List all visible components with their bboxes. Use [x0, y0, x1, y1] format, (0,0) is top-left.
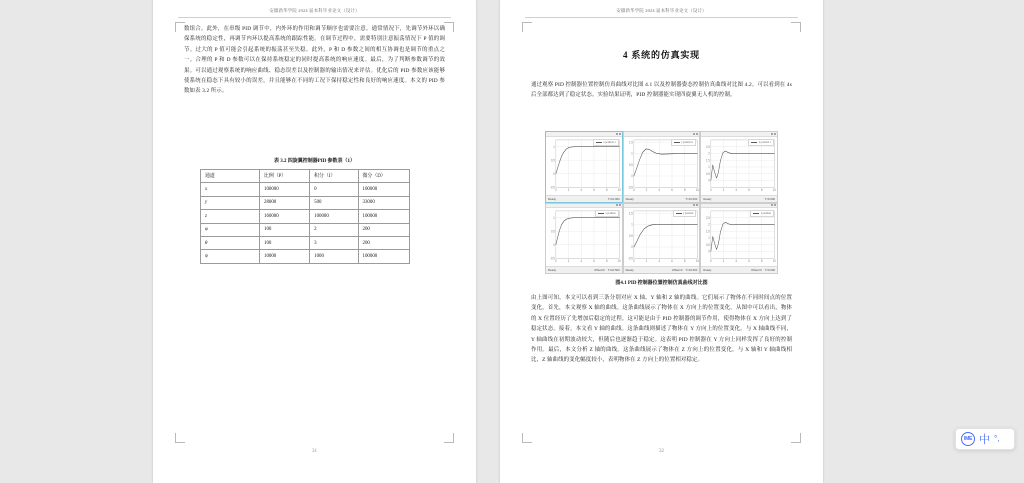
table-cell: 3 [310, 236, 358, 249]
svg-text:0: 0 [710, 187, 712, 192]
svg-text:8: 8 [605, 187, 608, 192]
svg-text:1: 1 [630, 222, 633, 227]
svg-text:1.5: 1.5 [706, 157, 711, 163]
scope-status-ready: Ready [625, 268, 634, 272]
crop-mark-top-right [444, 22, 454, 32]
table-cell: 10000 [260, 250, 310, 263]
table-header-cell: 微分（D） [358, 170, 409, 183]
toolbar-icon[interactable] [774, 133, 776, 135]
svg-text:2: 2 [645, 258, 647, 264]
svg-text:1: 1 [630, 150, 633, 156]
svg-text:4: 4 [658, 187, 660, 192]
table-cell: 2 [310, 223, 358, 236]
scope-status-values [672, 268, 698, 272]
scope-status-values [751, 268, 775, 272]
paragraph: 数组合。此外，在串级 PID 调节中，内外环的作用和调节顺序也需要注意。通常情况下，先调节外环以确保系统的稳定性，再调节内环以提高系统的跟踪性能。在调节过程中，需要特别注意振荡情况下 P 值的调节。过大的 P 值可能会引起系统的振荡甚至失稳。此外，P 和 D 参数之间的相互协调也是调节的重点之一。合理的 P 和 D 参数可以在保持系统稳定的同时提高系统的响应速度。最后，为了判断参数调节的效果。可以通过观察系统的响应曲线、稳态误差以及控制器的输出情况来评估。优化后的 PID 参数应该能够使系统在稳态下具有较小的误差，并且能够在不同的工况下保持稳定性和良好的响应速度。本文的 PID 参数如表 3.2 所示。 [184, 26, 445, 95]
svg-text:2.5: 2.5 [706, 215, 711, 220]
svg-text:8: 8 [761, 187, 763, 192]
scope-plot-area [546, 208, 622, 266]
table-cell: 100 [260, 236, 310, 249]
scope-plot-area [701, 208, 777, 266]
paragraph: 由上图可知，本文可以看到三条分别对应 X 轴、Y 轴和 Z 轴的曲线。它们展示了物体在不同时间点的位置变化。首先，本文观察 X 轴的曲线。这条曲线展示了物体在 X 方向上的位置变化。从图中可以看出，物体的 X 位置经历了先增加后稳定的过程。这可能是由于 PID 控制器的调节作用，使得物体在 X 方向上达到了稳定状态。接着，本文看 Y 轴的曲线。这条曲线则描述了物体在 Y 方向上的位置变化。与 X 轴曲线不同，Y 轴曲线在初期波动较大，但随后也逐渐趋于稳定。这表明 PID 控制器在 Y 方向上同样发挥了良好的控制作用。最后，本文分析 Z 轴的曲线。这条曲线展示了物体在 Z 方向上的位置变化。与 X 轴和 Y 轴曲线相比，Z 轴曲线的变化幅度较小，表明物体在 Z 方向上的位置相对稳定。 [531, 295, 792, 364]
scope-status-offset: Offset=0 [751, 268, 762, 272]
svg-text:0.5: 0.5 [706, 242, 711, 248]
simulink-scope[interactable] [623, 131, 701, 203]
svg-text:10: 10 [695, 187, 699, 192]
scope-status-offset: Offset=0 [671, 268, 683, 272]
scope-status-bar [624, 195, 700, 202]
toolbar-icon[interactable] [771, 204, 773, 206]
crop-mark-bottom-left [175, 433, 185, 443]
svg-text:6: 6 [593, 258, 595, 264]
scope-status-ready: Ready [703, 196, 712, 201]
svg-text:-0.5: -0.5 [550, 184, 555, 190]
crop-mark-bottom-right [791, 433, 801, 443]
page-number-left: 31 [312, 449, 317, 454]
table-cell: 100000 [260, 183, 310, 196]
crop-mark-top-left [522, 22, 532, 32]
ime-logo-icon[interactable]: IME [961, 432, 975, 446]
svg-text:0.5: 0.5 [628, 233, 633, 239]
svg-text:6: 6 [593, 187, 595, 192]
svg-text:0: 0 [708, 177, 711, 183]
table-cell: 100000 [310, 210, 358, 223]
ime-language-toggle[interactable]: 中 [979, 432, 990, 446]
legend-label: x position [605, 212, 616, 215]
simulink-scope[interactable] [545, 131, 623, 203]
svg-text:1: 1 [708, 164, 711, 169]
svg-text:4: 4 [735, 258, 738, 264]
scope-legend [673, 210, 697, 217]
scope-legend [595, 210, 619, 217]
scope-status-time: T=9.000 [764, 196, 775, 201]
table-cell: 160000 [260, 210, 310, 223]
table-cell: 500 [310, 196, 358, 209]
legend-line-swatch [598, 213, 604, 214]
svg-text:0: 0 [553, 171, 555, 176]
table-cell: 1000 [310, 250, 358, 263]
table-cell: θ [201, 236, 260, 249]
table-row [201, 196, 410, 209]
table-row [201, 183, 410, 196]
svg-text:1: 1 [553, 215, 555, 220]
svg-text:0: 0 [632, 187, 635, 192]
crop-mark-bottom-right [444, 433, 454, 443]
svg-text:2: 2 [645, 187, 647, 192]
svg-text:10: 10 [617, 187, 621, 192]
legend-label: y position 1 [681, 140, 694, 144]
toolbar-icon[interactable] [616, 204, 618, 206]
scope-plot-area [624, 208, 700, 266]
table-cell: ψ [201, 250, 260, 263]
scope-legend [671, 139, 697, 146]
page-number-right: 32 [659, 449, 664, 454]
legend-line-swatch [753, 213, 759, 214]
table-cell: 100000 [358, 250, 409, 263]
svg-text:1.5: 1.5 [706, 229, 711, 234]
svg-text:0.5: 0.5 [551, 157, 555, 163]
svg-text:0: 0 [708, 249, 711, 254]
legend-line-swatch [596, 142, 602, 143]
table-header-cell: 积分（I） [310, 170, 358, 183]
body-text-right-bottom [531, 293, 792, 366]
legend-label: y position [683, 212, 694, 215]
svg-text:2: 2 [708, 222, 711, 227]
svg-text:6: 6 [748, 187, 751, 192]
svg-text:6: 6 [670, 258, 673, 264]
simulink-scope[interactable] [623, 203, 701, 275]
svg-text:1.5: 1.5 [628, 211, 633, 216]
scope-status-time: T=10.000 [607, 196, 620, 201]
table-cell: 100000 [358, 183, 409, 196]
toolbar-icon[interactable] [696, 133, 698, 135]
toolbar-icon[interactable] [693, 204, 695, 206]
simulink-scope[interactable] [700, 131, 778, 203]
table-cell: 200 [358, 223, 409, 236]
svg-text:-0.5: -0.5 [550, 256, 555, 261]
scope-status-bar [701, 266, 777, 273]
scope-status-ready: Ready [548, 268, 557, 272]
scope-status-bar [624, 266, 700, 273]
table-row [201, 250, 410, 263]
paragraph: 通过观察 PID 控制器位置控制仿真曲线对比图 4.1 以及控制器姿态控制仿真曲线对比图 4.2。可以看到在 4s 后全部都达到了稳定状态。实验结果证明，PID 控制器能实现四旋翼无人机的控制。 [531, 82, 792, 99]
svg-text:0: 0 [630, 173, 633, 178]
legend-label: x position 1 [603, 140, 616, 144]
figure-caption: 图4.1 PID 控制器位置控制仿真曲线对比图 [615, 281, 708, 286]
svg-text:2.5: 2.5 [706, 144, 711, 149]
toolbar-icon[interactable] [696, 204, 698, 206]
scope-legend [593, 139, 619, 146]
toolbar-icon[interactable] [616, 133, 618, 135]
table-row [201, 210, 410, 223]
scope-status-time: T=10.500 [685, 268, 698, 272]
scope-status-bar [546, 195, 622, 202]
svg-text:0: 0 [630, 244, 633, 250]
toolbar-icon[interactable] [693, 133, 695, 135]
scope-plot-area [624, 137, 700, 195]
scope-legend [748, 139, 774, 146]
table-row [201, 223, 410, 236]
crop-mark-top-right [791, 22, 801, 32]
header-rule-right [525, 17, 798, 18]
table-caption: 表 3.2 四旋翼控制器PID 参数表（1） [273, 159, 356, 164]
svg-text:2: 2 [723, 258, 725, 264]
scope-status-ready: Ready [548, 196, 557, 201]
document-page-right[interactable] [500, 0, 823, 483]
table-cell: x [201, 183, 260, 196]
svg-text:2: 2 [708, 150, 711, 156]
simulation-figure [545, 131, 778, 274]
svg-text:0.5: 0.5 [706, 171, 711, 176]
page-header-right: 安徽新华学院 2024 届本科毕业论文（设计） [616, 8, 707, 13]
ime-floating-bar[interactable] [955, 428, 1015, 450]
simulink-scope[interactable] [545, 203, 623, 275]
table-header-cell: 比例（P） [260, 170, 310, 183]
toolbar-icon[interactable] [619, 133, 621, 135]
scope-status-offset: Offset=0 [594, 268, 605, 272]
legend-label: z position [760, 212, 771, 215]
table-cell: 33000 [358, 196, 409, 209]
svg-text:1: 1 [708, 235, 711, 241]
body-text-left [184, 24, 445, 97]
table-cell: φ [201, 223, 260, 236]
table-cell: 100000 [358, 210, 409, 223]
header-rule-left [178, 17, 451, 18]
ime-punctuation-toggle[interactable]: °, [994, 434, 1000, 443]
svg-text:1.5: 1.5 [628, 139, 633, 144]
scope-status-time: T=10.500 [607, 268, 620, 272]
svg-text:10: 10 [773, 187, 777, 192]
document-page-left[interactable] [153, 0, 476, 483]
crop-mark-bottom-left [522, 433, 532, 443]
table-cell: z [201, 210, 260, 223]
toolbar-icon[interactable] [774, 204, 776, 206]
scope-status-time: T=10.000 [685, 196, 698, 201]
table-header-row [201, 170, 410, 183]
table-cell: 200 [358, 236, 409, 249]
table-cell: y [201, 196, 260, 209]
svg-text:10: 10 [773, 258, 777, 264]
section-title: 4 系统的仿真实现 [623, 50, 700, 60]
simulink-scope[interactable] [700, 203, 778, 275]
scope-status-bar [546, 266, 622, 273]
page-header-left: 安徽新华学院 2024 届本科毕业论文（设计） [269, 8, 360, 13]
table-cell: 0 [310, 183, 358, 196]
svg-text:0: 0 [555, 258, 557, 264]
svg-text:4: 4 [580, 258, 582, 264]
svg-text:1: 1 [553, 144, 555, 149]
table-row [201, 236, 410, 249]
scope-status-values [765, 197, 775, 201]
svg-text:8: 8 [761, 258, 763, 264]
legend-label: z position 1 [758, 140, 771, 144]
scope-status-bar [701, 195, 777, 202]
table-header-cell: 通道 [201, 170, 260, 183]
svg-text:0: 0 [555, 187, 557, 192]
scope-plot-area [546, 137, 622, 195]
svg-text:-0.5: -0.5 [627, 256, 633, 261]
legend-line-swatch [674, 142, 680, 143]
svg-text:0.5: 0.5 [551, 229, 555, 234]
svg-text:2: 2 [723, 187, 725, 192]
scope-status-ready: Ready [625, 196, 634, 201]
body-text-right-top [531, 80, 792, 101]
pid-parameter-table [200, 169, 410, 264]
svg-text:0: 0 [710, 258, 712, 264]
legend-line-swatch [751, 142, 757, 143]
svg-text:2: 2 [567, 258, 570, 264]
scope-status-values [608, 197, 620, 201]
svg-text:10: 10 [695, 258, 699, 264]
scope-plot-area [701, 137, 777, 195]
scope-legend [750, 210, 774, 217]
svg-text:4: 4 [658, 258, 660, 264]
svg-text:8: 8 [683, 258, 686, 264]
scope-status-time: T=9.000 [764, 268, 775, 272]
svg-text:6: 6 [670, 187, 673, 192]
svg-text:2: 2 [567, 187, 570, 192]
scope-status-values [685, 197, 697, 201]
scope-status-ready: Ready [703, 268, 712, 272]
svg-text:4: 4 [735, 187, 738, 192]
svg-text:0.5: 0.5 [628, 162, 633, 167]
table-cell: 28000 [260, 196, 310, 209]
svg-text:0: 0 [553, 242, 555, 248]
svg-text:-0.5: -0.5 [627, 184, 633, 190]
svg-text:0: 0 [632, 258, 635, 264]
svg-text:4: 4 [580, 187, 582, 192]
svg-text:10: 10 [617, 258, 621, 264]
scope-status-values [594, 268, 620, 272]
legend-line-swatch [676, 213, 682, 214]
svg-text:6: 6 [748, 258, 751, 264]
table-cell: 100 [260, 223, 310, 236]
svg-text:8: 8 [605, 258, 608, 264]
svg-text:8: 8 [683, 187, 686, 192]
toolbar-icon[interactable] [619, 204, 621, 206]
toolbar-icon[interactable] [771, 133, 773, 135]
